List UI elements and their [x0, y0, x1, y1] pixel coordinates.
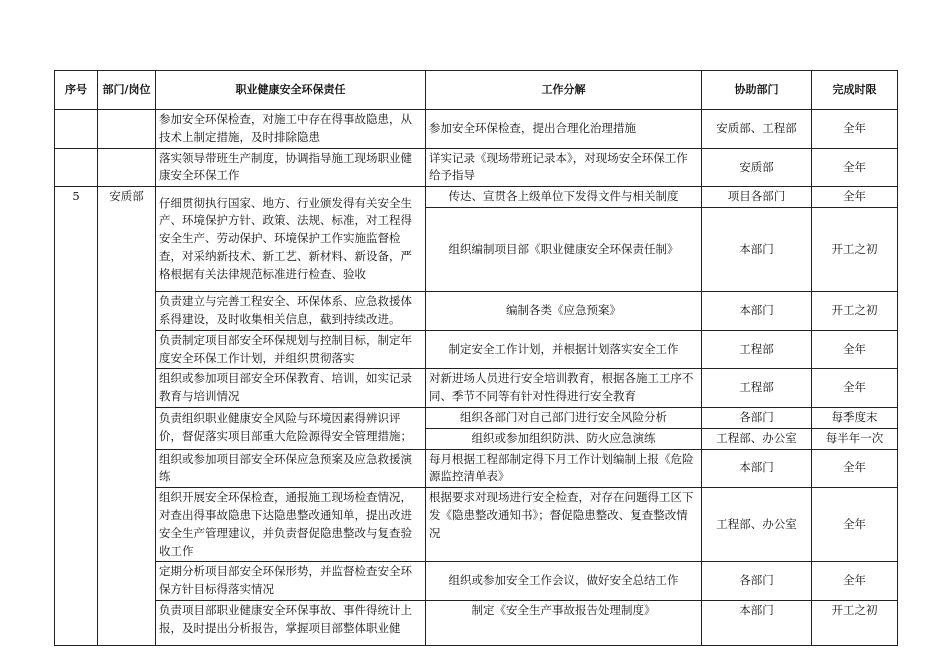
table-row [55, 330, 898, 369]
header-row [55, 71, 898, 110]
header-dept: 部门/岗位 [98, 71, 156, 110]
table-row [55, 148, 898, 187]
timing-cell: 全年 [812, 148, 898, 187]
table-row [55, 407, 898, 428]
task-cell: 制定安全工作计划，并根据计划落实安全工作 [426, 330, 702, 369]
assist-cell: 本部门 [702, 601, 812, 646]
assist-cell: 安质部 [702, 148, 812, 187]
dept-cell [98, 110, 156, 149]
duty-cell: 负责组织职业健康安全风险与环境因素得辨识评价，督促落实项目部重大危险源得安全管理措施； [156, 407, 426, 449]
timing-cell: 全年 [812, 369, 898, 408]
assist-cell: 工程部 [702, 369, 812, 408]
assist-cell: 安质部、工程部 [702, 110, 812, 149]
task-cell: 对新进场人员进行安全培训教育，根据各施工工序不同、季节不同等有针对性得进行安全教育 [426, 369, 702, 408]
table-row [55, 292, 898, 331]
timing-cell: 每半年一次 [812, 428, 898, 449]
table-row [55, 187, 898, 208]
timing-cell: 全年 [812, 330, 898, 369]
dept-cell [98, 148, 156, 187]
seq-cell [55, 148, 98, 187]
table-row [55, 110, 898, 149]
duty-cell: 落实领导带班生产制度，协调指导施工现场职业健康安全环保工作 [156, 148, 426, 187]
header-timing: 完成时限 [812, 71, 898, 110]
duty-cell: 负责制定项目部安全环保规划与控制目标，制定年度安全环保工作计划，并组织贯彻落实 [156, 330, 426, 369]
task-cell: 编制各类《应急预案》 [426, 292, 702, 331]
duty-cell [156, 601, 426, 646]
timing-cell: 全年 [812, 110, 898, 149]
header-task: 工作分解 [426, 71, 702, 110]
timing-cell: 开工之初 [812, 208, 898, 292]
task-cell: 组织或参加组织防洪、防火应急演练 [426, 428, 702, 449]
task-cell: 制定《安全生产事故报告处理制度》 [426, 601, 702, 646]
duty-text: 负责项目部职业健康安全环保事故、事件得统计上报，及时提出分析报告，掌握项目部整体职业健 [159, 603, 412, 635]
duty-cell: 定期分析项目部安全环保形势，并监督检查安全环保方针目标得落实情况 [156, 562, 426, 601]
table-row [55, 601, 898, 646]
assist-cell: 本部门 [702, 292, 812, 331]
task-cell: 详实记录《现场带班记录本》，对现场安全环保工作给予指导 [426, 148, 702, 187]
table-row [55, 562, 898, 601]
assist-cell: 项目各部门 [702, 187, 812, 208]
responsibility-table [54, 70, 898, 646]
table-row [55, 488, 898, 562]
table-row [55, 369, 898, 408]
seq-cell: 5 [55, 187, 98, 646]
task-cell: 参加安全环保检查，提出合理化治理措施 [426, 110, 702, 149]
assist-cell: 各部门 [702, 562, 812, 601]
dept-cell: 安质部 [98, 187, 156, 646]
assist-cell: 各部门 [702, 407, 812, 428]
assist-cell: 本部门 [702, 449, 812, 488]
duty-cell: 组织开展安全环保检查，通报施工现场检查情况，对查出得事故隐患下达隐患整改通知单，提出改进安全生产管理建议，并负责督促隐患整改与复查验收工作 [156, 488, 426, 562]
timing-cell: 全年 [812, 562, 898, 601]
duty-cell: 组织或参加项目部安全环保应急预案及应急救援演练 [156, 449, 426, 488]
header-assist: 协助部门 [702, 71, 812, 110]
duty-cell: 组织或参加项目部安全环保教育、培训，如实记录教育与培训情况 [156, 369, 426, 408]
task-cell: 根据要求对现场进行安全检查，对存在问题得工区下发《隐患整改通知书》；督促隐患整改、复查整改情况 [426, 488, 702, 562]
task-cell: 传达、宣贯各上级单位下发得文件与相关制度 [426, 187, 702, 208]
duty-cell: 参加安全环保检查，对施工中存在得事故隐患，从技术上制定措施，及时排除隐患 [156, 110, 426, 149]
header-duty: 职业健康安全环保责任 [156, 71, 426, 110]
timing-cell: 全年 [812, 187, 898, 208]
task-cell: 组织各部门对自己部门进行安全风险分析 [426, 407, 702, 428]
assist-cell: 工程部 [702, 330, 812, 369]
timing-cell: 每季度末 [812, 407, 898, 428]
assist-cell: 本部门 [702, 208, 812, 292]
timing-cell: 全年 [812, 488, 898, 562]
seq-cell [55, 110, 98, 149]
duty-cell: 仔细贯彻执行国家、地方、行业颁发得有关安全生产、环境保护方针、政策、法规、标准，对工程得安全生产、劳动保护、环境保护工作实施监督检查，对采纳新技术、新工艺、新材料、新设备，严格根据有关法律规范标准进行检查、验收 [156, 187, 426, 292]
assist-cell: 工程部、办公室 [702, 488, 812, 562]
task-cell: 组织或参加安全工作会议，做好安全总结工作 [426, 562, 702, 601]
header-seq: 序号 [55, 71, 98, 110]
assist-cell: 工程部、办公室 [702, 428, 812, 449]
timing-cell: 开工之初 [812, 601, 898, 646]
task-cell: 组织编制项目部《职业健康安全环保责任制》 [426, 208, 702, 292]
timing-cell: 全年 [812, 449, 898, 488]
table-row [55, 449, 898, 488]
timing-cell: 开工之初 [812, 292, 898, 331]
duty-cell: 负责建立与完善工程安全、环保体系、应急救援体系得建设，及时收集相关信息，截到持续改进。 [156, 292, 426, 331]
task-cell: 每月根据工程部制定得下月工作计划编制上报《危险源监控清单表》 [426, 449, 702, 488]
